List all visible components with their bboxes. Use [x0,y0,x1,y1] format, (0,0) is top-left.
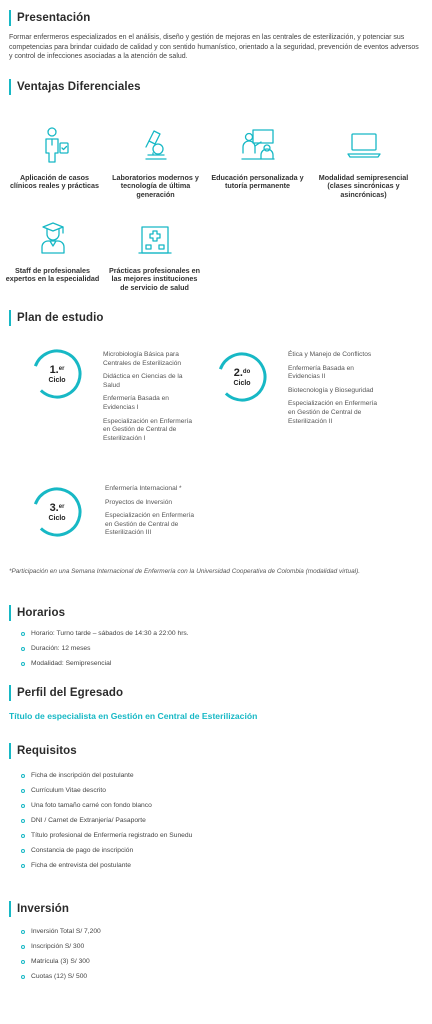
list-item-text: Cuotas (12) S/ 500 [31,973,88,980]
list-item-text: Constancia de pago de inscripción [31,847,134,854]
section-title-plan [9,309,104,327]
list-item [21,954,101,969]
feature-label: Staff de profesionales expertos en la especialidad [5,266,100,284]
course-item: Ética y Manejo de Conflictos [288,351,372,358]
list-item [21,843,192,858]
feature-label: Educación personalizada y tutoría permanente [211,173,304,191]
accent-bar [9,685,11,701]
bullet-icon [21,647,25,651]
course-list [105,485,201,543]
list-item [21,783,192,798]
section-title-presentacion [9,9,90,27]
list-item-text: DNI / Carnet de Extranjería/ Pasaporte [31,817,146,824]
list-item-text: Modalidad: Semipresencial [31,660,112,667]
microscope-icon [136,125,176,165]
section-title-inversion [9,900,69,918]
list-item [21,641,189,656]
course-list [103,351,195,448]
feature-item [5,218,100,284]
graduate-icon [33,218,73,258]
list-item [21,798,192,813]
bullet-icon [21,945,25,949]
clinical-case-icon [35,125,75,165]
cycle-word: Ciclo [48,514,66,522]
list-item [21,828,192,843]
course-list [288,351,384,431]
bullet-icon [21,849,25,853]
list-item [21,969,101,984]
list-item-text: Currículum Vitae descrito [31,787,106,794]
list-item-text: Una foto tamaño carné con fondo blanco [31,802,152,809]
bullet-icon [21,864,25,868]
feature-item [210,125,305,191]
list-item-text: Duración: 12 meses [31,645,91,652]
accent-bar [9,743,11,759]
list-item-text: Inversión Total S/ 7,200 [31,928,101,935]
bullet-icon [21,960,25,964]
course-item: Especialización en Enfermería en Gestión de Central de Esterilización I [103,417,193,442]
feature-label: Aplicación de casos clínicos reales y prácticas [9,173,100,191]
feature-label: Prácticas profesionales en las mejores instituciones de servicio de salud [108,266,201,292]
presentacion-text: Formar enfermeros especializados en el análisis, diseño y gestión de mejoras en las centrales de esterilización, y potenciar sus competencias para brindar cuidado de calidad y con sentido humanístico, orientado a la seguridad, prevención de eventos adversos y control de infecciones asociadas a la atención de salud. [9,34,419,60]
cycle-suffix: er [58,365,65,372]
section-title-horarios [9,604,65,622]
course-item: Enfermería Basada en Evidencias II [288,364,354,381]
feature-item [108,125,203,199]
bullet-icon [21,819,25,823]
list-item [21,626,189,641]
cycle-number: 3. [49,501,59,514]
list-item-text: Inscripción S/ 300 [31,943,85,950]
section-title-requisitos [9,742,77,760]
feature-label: Modalidad semipresencial (clases sincrónicas y asincrónicas) [318,173,409,199]
cycle-number: 1. [49,363,59,376]
cycle-word: Ciclo [233,379,251,387]
bullet-icon [21,789,25,793]
list-item-text: Horario: Turno tarde – sábados de 14:30 a 22:00 hrs. [31,630,189,637]
list-item-text: Ficha de entrevista del postulante [31,862,132,869]
cycle-number: 2. [233,366,243,379]
section-title-ventajas [9,78,141,96]
list-item-text: Título profesional de Enfermería registrado en Sunedu [31,832,193,839]
course-item: Enfermería Internacional * [105,485,182,492]
cycle-suffix: do [242,368,251,375]
section-title-text: Horarios [17,607,66,619]
accent-bar [9,901,11,917]
bullet-icon [21,930,25,934]
tutoring-icon [238,125,278,165]
course-item: Didáctica en Ciencias de la Salud [103,373,183,389]
list-item-text: Ficha de inscripción del postulante [31,772,134,779]
cycle-suffix: er [58,503,65,510]
accent-bar [9,10,11,26]
course-item: Microbiología Básica para Centrales de Esterilización [103,351,182,367]
list-item [21,858,192,873]
section-title-text: Presentación [17,12,91,24]
course-item: Especialización en Enfermería en Gestión de Central de Esterilización III [105,512,195,537]
cycle-badge [31,486,83,538]
section-title-text: Ventajas Diferenciales [17,81,141,93]
hospital-icon [135,218,175,258]
course-item: Especialización en Enfermería en Gestión de Central de Esterilización II [288,400,378,425]
section-title-text: Perfil del Egresado [17,687,124,699]
bullet-icon [21,834,25,838]
accent-bar [9,79,11,95]
section-title-text: Requisitos [17,745,77,757]
feature-item [107,218,202,292]
feature-item [7,125,102,191]
list-item [21,768,192,783]
course-item: Enfermería Basada en Evidencias I [103,395,169,411]
feature-item [316,125,411,203]
cycle-badge [216,351,268,403]
section-title-text: Plan de estudio [17,312,104,324]
list-item [21,924,101,939]
cycle-badge [31,348,83,400]
feature-label: Laboratorios modernos y tecnología de última generación [112,173,199,199]
course-item: Proyectos de Inversión [105,498,173,506]
bullet-icon [21,632,25,636]
cycle-word: Ciclo [48,376,66,384]
accent-bar [9,310,11,326]
plan-footnote: *Participación en una Semana Internacional de Enfermería con la Universidad Cooperativa de Colombia (modalidad virtual). [9,568,360,575]
requisitos-list [21,768,192,873]
accent-bar [9,605,11,621]
section-title-perfil [9,684,123,702]
bullet-icon [21,774,25,778]
bullet-icon [21,975,25,979]
bullet-icon [21,804,25,808]
degree-title: Título de especialista en Gestión en Central de Esterilización [9,711,258,721]
list-item [21,656,189,671]
bullet-icon [21,662,25,666]
section-title-text: Inversión [17,903,70,915]
list-item-text: Matrícula (3) S/ 300 [31,958,90,965]
list-item [21,813,192,828]
list-item [21,939,101,954]
horarios-list [21,626,189,671]
inversion-list [21,924,101,984]
course-item: Biotecnología y Bioseguridad [288,386,374,394]
laptop-icon [344,125,384,165]
